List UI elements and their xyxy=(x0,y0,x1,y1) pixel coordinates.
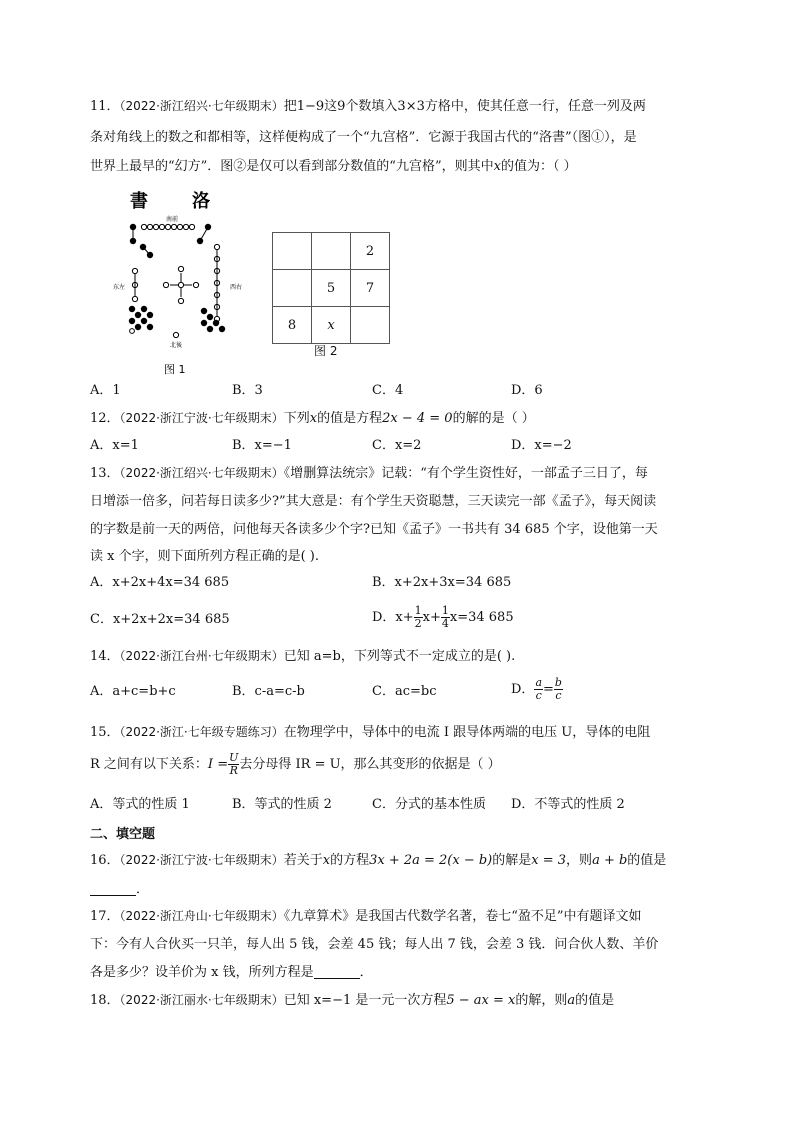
q17-line3: 各是多少？设羊价为 x 钱，所列方程是 ． xyxy=(90,965,373,980)
q11-line3: 世界上最早的“幻方”．图②是仅可以看到部分数值的“九宫格”，则其中x的值为：（ ） xyxy=(90,159,577,174)
q16-answer-blank[interactable] xyxy=(90,881,136,896)
svg-text:东左: 东左 xyxy=(113,284,126,291)
grid-cell: 8 xyxy=(273,307,312,344)
grid-cell xyxy=(273,233,312,270)
grid-cell xyxy=(351,307,390,344)
q11-source: （2022·浙江绍兴·七年级期末） xyxy=(119,99,284,113)
grid-cell: 5 xyxy=(312,270,351,307)
nine-grid-figure xyxy=(272,232,392,362)
svg-text:北後: 北後 xyxy=(170,342,183,349)
grid-cell: 2 xyxy=(351,233,390,270)
q17-line2: 下：今有人合伙买一只羊，每人出 5 钱，会差 45 钱；每人出 7 钱，会差 3 钱．问合伙人数、羊价 xyxy=(90,937,659,952)
fig1-title-char2: 洛 xyxy=(192,191,210,212)
var-x: x xyxy=(493,159,501,174)
q14-option-d[interactable]: D． $\frac{a}{c}$ = $\frac{b}{c}$ xyxy=(511,676,562,702)
q11-option-c[interactable]: C．4 xyxy=(372,383,404,398)
q13-line1: 13．（2022·浙江绍兴·七年级期末）《增删算法统宗》记载：“有个学生资性好，一部孟子三日了，每 xyxy=(90,466,648,481)
q12-option-d[interactable]: D．x=−2 xyxy=(511,438,572,453)
fig1-caption: 图 1 xyxy=(164,363,186,376)
q15-option-a[interactable]: A．等式的性质 1 xyxy=(90,797,190,812)
q16-equation: 3x + 2a = 2(x − b) xyxy=(369,853,493,868)
q12-option-a[interactable]: A．x=1 xyxy=(90,438,139,453)
q18-equation: 5 − ax = x xyxy=(446,993,516,1008)
q14-option-c[interactable]: C．ac=bc xyxy=(372,684,437,699)
q16-line2: ． xyxy=(90,880,149,900)
grid-cell-x: x xyxy=(312,307,351,344)
q17-answer-blank[interactable] xyxy=(314,964,360,979)
grid-cell xyxy=(273,270,312,307)
fig1-title-char1: 書 xyxy=(130,191,148,212)
q18-line: 18．（2022·浙江丽水·七年级期末）已知 x=−1 是一元一次方程5 − ax = x的解，则a的值是 xyxy=(90,993,615,1008)
q13-line3: 的字数是前一天的两倍，问他每天各读多少个字?已知《孟子》一书共有 34 685 个字，设他第一天 xyxy=(90,522,658,537)
grid-cell xyxy=(312,233,351,270)
q15-option-c[interactable]: C．分式的基本性质 xyxy=(372,797,486,812)
q11-line1: 11．（2022·浙江绍兴·七年级期末）把1−9这9个数填入3×3方格中，使其任意一行，任意一列及两 xyxy=(90,99,646,114)
q12-equation: 2x − 4 = 0 xyxy=(382,411,453,426)
q12-option-c[interactable]: C．x=2 xyxy=(372,438,422,453)
q13-option-d[interactable]: D．x+ $\frac{1}{2}$ x+ $\frac{1}{4}$ x=34 685 xyxy=(372,604,514,630)
q11-number: 11． xyxy=(90,99,120,114)
q13-line2: 日增添一倍多，问若每日读多少?”其大意是：有个学生天资聪慧，三天读完一部《孟子》，每天阅读 xyxy=(90,494,657,509)
q14-line: 14．（2022·浙江台州·七年级期末）已知 a=b，下列等式不一定成立的是( ). xyxy=(90,649,516,664)
q15-line2: R 之间有以下关系：I = $\frac{U}{R}$ 去分母得 IR = U，那么其变形的依据是（ ） xyxy=(90,751,501,777)
q11-option-d[interactable]: D．6 xyxy=(511,383,543,398)
section-heading-fill-blank: 二、填空题 xyxy=(90,827,156,842)
q15-option-d[interactable]: D．不等式的性质 2 xyxy=(511,797,625,812)
svg-text:南前: 南前 xyxy=(166,216,179,223)
nine-grid xyxy=(272,232,390,344)
q13-line4: 读 x 个字，则下面所列方程正确的是( ). xyxy=(90,549,320,564)
q11-option-b[interactable]: B．3 xyxy=(232,383,263,398)
luoshu-figure xyxy=(110,185,250,380)
q14-option-a[interactable]: A．a+c=b+c xyxy=(90,684,176,699)
q13-option-c[interactable]: C．x+2x+2x=34 685 xyxy=(90,612,230,627)
q12-line: 12．（2022·浙江宁波·七年级期末）下列x的值是方程2x − 4 = 0的解的是（ ） xyxy=(90,411,535,426)
q12-option-b[interactable]: B．x=−1 xyxy=(232,438,292,453)
q13-option-b[interactable]: B．x+2x+3x=34 685 xyxy=(372,575,512,590)
q17-line1: 17．（2022·浙江舟山·七年级期末）《九章算术》是我国古代数学名著，卷七“盈不足”中有题译文如 xyxy=(90,909,642,924)
grid-cell: 7 xyxy=(351,270,390,307)
q11-line2: 条对角线上的数之和都相等，这样便构成了一个“九宫格”．它源于我国古代的“洛書”（图①），是 xyxy=(90,130,637,145)
q13-option-a[interactable]: A．x+2x+4x=34 685 xyxy=(90,575,230,590)
q14-option-b[interactable]: B．c-a=c-b xyxy=(232,684,305,699)
q15-option-b[interactable]: B．等式的性质 2 xyxy=(232,797,332,812)
q16-line1: 16．（2022·浙江宁波·七年级期末）若关于x的方程3x + 2a = 2(x − b)的解是x = 3，则a + b的值是 xyxy=(90,853,667,868)
fig2-caption: 图 2 xyxy=(314,344,338,358)
svg-text:西右: 西右 xyxy=(230,284,243,291)
q11-option-a[interactable]: A．1 xyxy=(90,383,121,398)
q15-line1: 15．（2022·浙江·七年级专题练习）在物理学中，导体中的电流 I 跟导体两端的电压 U，导体的电阻 xyxy=(90,725,651,740)
